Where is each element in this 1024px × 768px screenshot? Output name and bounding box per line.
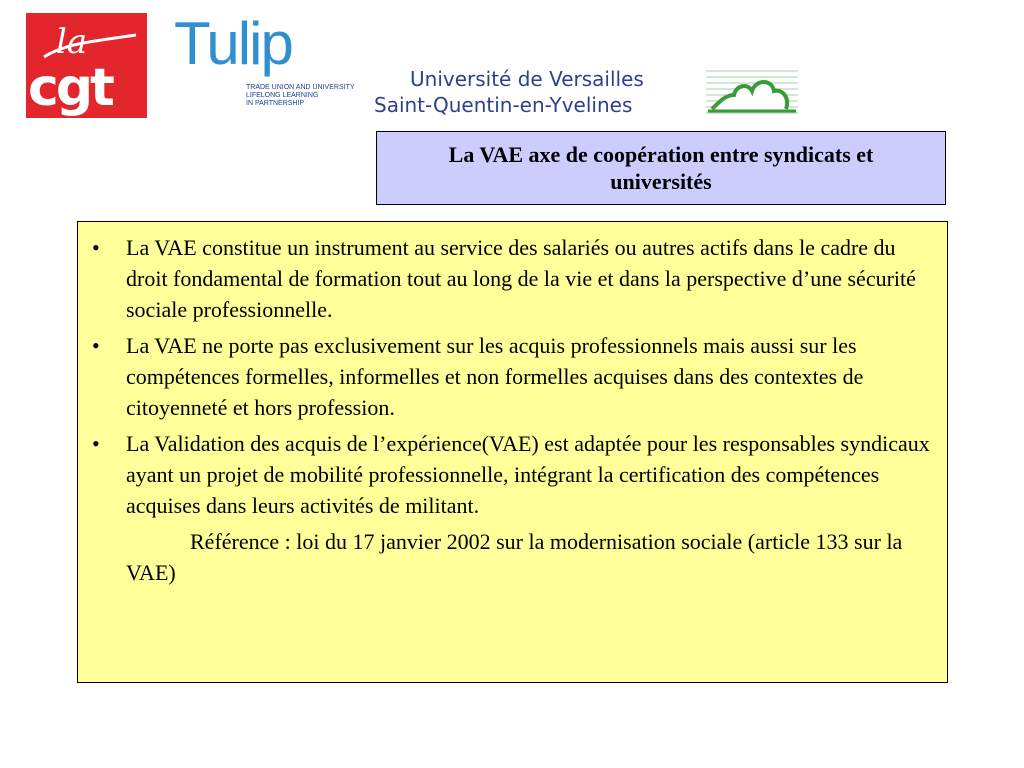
university-logo	[374, 63, 804, 123]
content-box	[77, 221, 948, 683]
cgt-logo-graphic	[26, 13, 147, 118]
bullet-icon: •	[92, 333, 100, 358]
bullet-list	[88, 232, 935, 521]
university-name-line1: Université de Versailles	[410, 67, 644, 91]
bullet-item	[88, 330, 935, 423]
bullet-icon: •	[92, 235, 100, 260]
bullet-icon: •	[92, 431, 100, 456]
bullet-item	[88, 232, 935, 325]
tulip-logo	[168, 10, 368, 118]
university-emblem-icon	[706, 65, 798, 121]
cgt-logo-script: la	[56, 22, 88, 62]
bullet-text: La VAE constitue un instrument au service des salariés ou autres actifs dans le cadre du droit fondamental de formation tout au long de la vie et dans la perspective d’une sécurité sociale professionnelle.	[126, 235, 916, 322]
bullet-text: La VAE ne porte pas exclusivement sur les acquis professionnels mais aussi sur les compétences formelles, informelles et non formelles acquises dans des contextes de citoyenneté et hors profession.	[126, 333, 864, 420]
cgt-logo-text: cgt	[28, 58, 112, 118]
slide-title: La VAE axe de coopération entre syndicats et universités	[376, 131, 946, 205]
reference-note: Référence : loi du 17 janvier 2002 sur la modernisation sociale (article 133 sur la VAE)	[126, 529, 903, 585]
bullet-item	[88, 428, 935, 521]
university-name-line2: Saint-Quentin-en-Yvelines	[374, 93, 633, 117]
tulip-logo-tagline: TRADE UNION AND UNIVERSITY LIFELONG LEARNING IN PARTNERSHIP	[246, 84, 355, 107]
tulip-logo-word: Tulip	[174, 10, 292, 77]
cgt-logo	[26, 13, 147, 118]
bullet-text: La Validation des acquis de l’expérience(VAE) est adaptée pour les responsables syndicaux ayant un projet de mobilité professionnelle, intégrant la certification des compétences acquises dans leurs activités de militant.	[126, 431, 930, 518]
